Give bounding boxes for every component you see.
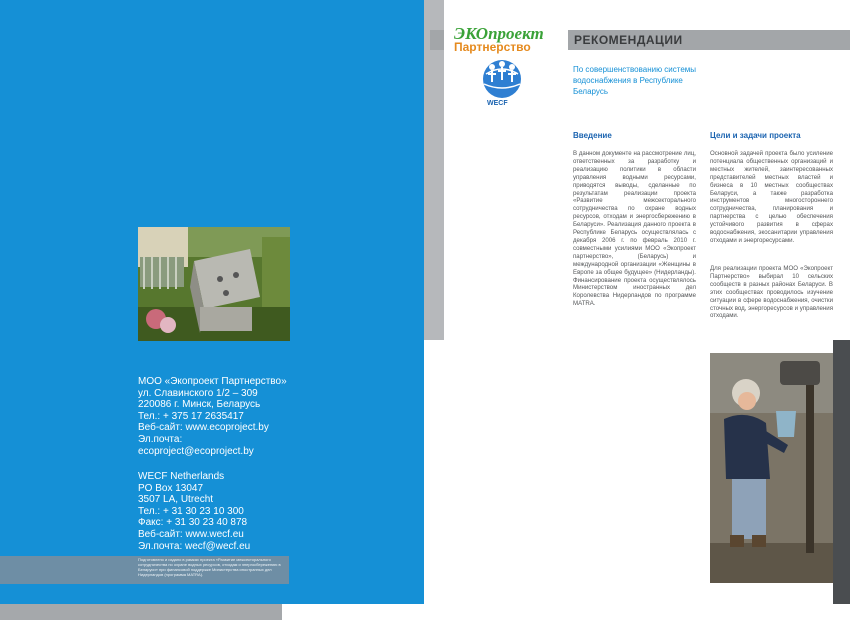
contact-wecf-line-5: Факс: + 31 30 23 40 878 <box>138 517 248 529</box>
well-photo <box>138 227 290 341</box>
goals-text-2: Для реализации проекта МОО «Экопроект Партнерство» выбирал 10 сельских сообществ в разных районах Беларуси. В этих сообществах проводилось изучение ситуации в сфере водоснабжения, очистки сточных вод, энергоресурсов и управления отходами. <box>710 265 833 320</box>
contact-ecoproject-line-4: Тел.: + 375 17 2635417 <box>138 410 244 422</box>
spine-white-band <box>424 340 444 620</box>
footnote: Подготовлено и издано в рамках проекта «Развитие межсекторального сотрудничества по охране водных ресурсов, отходам и энергосбережению в Беларуси» при финансовой поддержке Министерства иностранных дел Нидерландов (программа MATRA). <box>138 557 281 577</box>
header-bar <box>568 30 850 50</box>
contact-wecf-line-2: PO Box 13047 <box>138 482 204 494</box>
contact-ecoproject-line-5: Веб-сайт: www.ecoproject.by <box>138 422 269 434</box>
contact-ecoproject-line-1: МОО «Экопроект Партнерство» <box>138 376 287 387</box>
intro-title: Введение <box>573 131 612 140</box>
ecoproject-logo-line2: Партнерство <box>454 40 531 54</box>
goals-text-1: Основной задачей проекта было усиление потенциала общественных организаций и местных жителей, заинтересованных представителей местных властей и бизнеса в 10 местных сообществах Беларуси, а также разработка инструментов многостороннего сотрудничества, планирования и партнерства с целью обеспечения устойчивого развития в сферах водоснабжения, экосанитарии управления отходами и энергоресурсами. <box>710 150 833 244</box>
contact-ecoproject-line-3: 220086 г. Минск, Беларусь <box>138 399 261 411</box>
header-bar-stub <box>430 30 444 50</box>
boy-photo <box>710 353 833 583</box>
contact-wecf-line-7: Эл.почта: wecf@wecf.eu <box>138 540 251 552</box>
contact-ecoproject-line-2: ул. Славинского 1/2 – 309 <box>138 387 258 399</box>
intro-text: В данном документе на рассмотрение лиц, ответственных за разработку и реализацию политики в области управления водными ресурсами, приводятся выводы, сделанные по результатам реализации проекта «Развитие межсекторального сотрудничества по охране водных ресурсов, отходам и энергосбережению в Беларуси». Реализация данного проекта в Республике Беларусь осуществлялась с декабря 2006 г. по февраль 2010 г. совместными усилиями МОО «Экопроект партнерство», (Беларусь) и международной организации «Женщины в Европе за общее будущее» (Нидерланды). Финансирование проекта осуществлялось Министерством иностранных дел Королевства Нидерландов по программе MATRA. <box>573 150 696 308</box>
wecf-logo-label: WECF <box>487 100 508 107</box>
contact-wecf <box>138 471 338 552</box>
bottom-grey-band <box>0 604 282 620</box>
right-grey-strip <box>833 340 850 604</box>
contact-ecoproject-line-6: Эл.почта: <box>138 433 183 445</box>
subtitle: По совершенствованию системы водоснабжения в Республике Беларусь <box>573 65 697 96</box>
ecoproject-logo-line1: ЭКОпроект <box>454 24 544 43</box>
contact-wecf-line-3: 3507 LA, Utrecht <box>138 494 214 506</box>
wecf-globe-icon <box>478 58 526 100</box>
contact-ecoproject <box>138 376 338 457</box>
page-title: РЕКОМЕНДАЦИИ <box>574 33 683 47</box>
contact-wecf-line-6: Веб-сайт: www.wecf.eu <box>138 528 244 540</box>
goals-title: Цели и задачи проекта <box>710 131 801 140</box>
contact-wecf-line-1: WECF Netherlands <box>138 471 225 482</box>
spine-grey-band <box>424 0 444 340</box>
contact-ecoproject-line-7: ecoproject@ecoproject.by <box>138 445 254 457</box>
contact-wecf-line-4: Тел.: + 31 30 23 10 300 <box>138 505 244 517</box>
